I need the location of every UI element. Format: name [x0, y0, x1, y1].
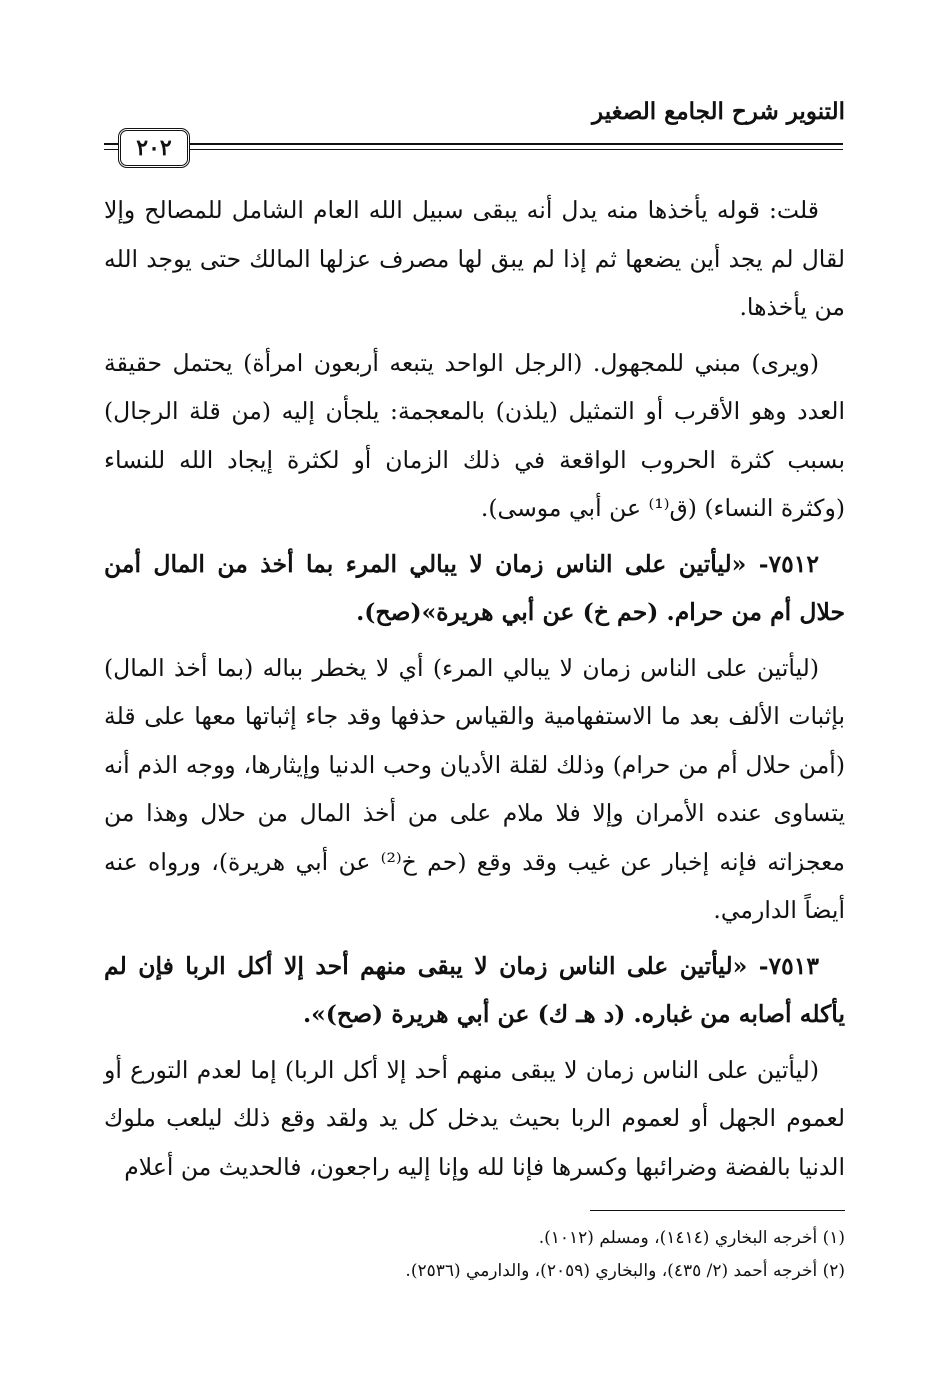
footnote-1: (١) أخرجه البخاري (١٤١٤)، ومسلم (١٠١٢).: [538, 1228, 845, 1248]
header-rule-line: [104, 149, 843, 150]
page-number: ٢٠٢: [118, 128, 190, 168]
header-rule-line: [104, 143, 843, 145]
footnote-separator: [590, 1210, 845, 1211]
paragraph-commentary: (ليأتين على الناس زمان لا يبالي المرء) أي لا يخطر بباله (بما أخذ المال) بإثبات الألف بعد ما الاستفهامية والقياس حذفها وقد جاء إثباتها معها على قلة (أمن حلال أم من حرام) وذلك لقلة الأديان وحب الدنيا وإيثارها، ووجه الذم أنه يتساوى عنده الأمران وإلا فلا ملام على من أخذ المال من حلال وهذا من معجزاته فإنه إخبار عن غيب وقد وقع (حم خ⁽²⁾ عن أبي هريرة)، ورواه عنه أيضاً الدارمي.: [104, 653, 845, 924]
hadith-7512: ٧٥١٢- «ليأتين على الناس زمان لا يبالي المرء بما أخذ من المال أمن حلال أم من حرام. (حم خ) عن أبي هريرة»(صح).: [104, 549, 845, 626]
header-rule: [104, 140, 843, 160]
paragraph-commentary: (ويرى) مبني للمجهول. (الرجل الواحد يتبعه أربعون امرأة) يحتمل حقيقة العدد وهو الأقرب أو التمثيل (يلذن) بالمعجمة: يلجأن إليه (من قلة الرجال) بسبب كثرة الحروب الواقعة في ذلك الزمان أو لكثرة إيجاد الله للنساء (وكثرة النساء) (ق⁽¹⁾ عن أبي موسى).: [104, 348, 845, 522]
main-text: [104, 186, 845, 1198]
footnote-2: (٢) أخرجه أحمد (٢/ ٤٣٥)، والبخاري (٢٠٥٩)، والدارمي (٢٥٣٦).: [405, 1261, 845, 1281]
footnotes: [104, 1222, 845, 1288]
hadith-7513: ٧٥١٣- «ليأتين على الناس زمان لا يبقى منهم أحد إلا أكل الربا فإن لم يأكله أصابه من غباره. (د هـ ك) عن أبي هريرة (صح)».: [104, 951, 845, 1028]
paragraph-commentary: (ليأتين على الناس زمان لا يبقى منهم أحد إلا أكل الربا) إما لعدم التورع أو لعموم الجهل أو لعموم الربا بحيث يدخل كل يد ولقد وقع ذلك ليلعب ملوك الدنيا بالفضة وضرائبها وكسرها فإنا لله وإنا إليه راجعون، فالحديث من أعلام: [104, 1055, 845, 1181]
running-title: التنوير شرح الجامع الصغير: [592, 98, 845, 125]
paragraph-commentary: قلت: قوله يأخذها منه يدل أنه يبقى سبيل الله العام الشامل للمصالح وإلا لقال لم يجد أين يضعها ثم إذا لم يبق لها مصرف عزلها المالك حتى يوجد الله من يأخذها.: [104, 196, 845, 321]
